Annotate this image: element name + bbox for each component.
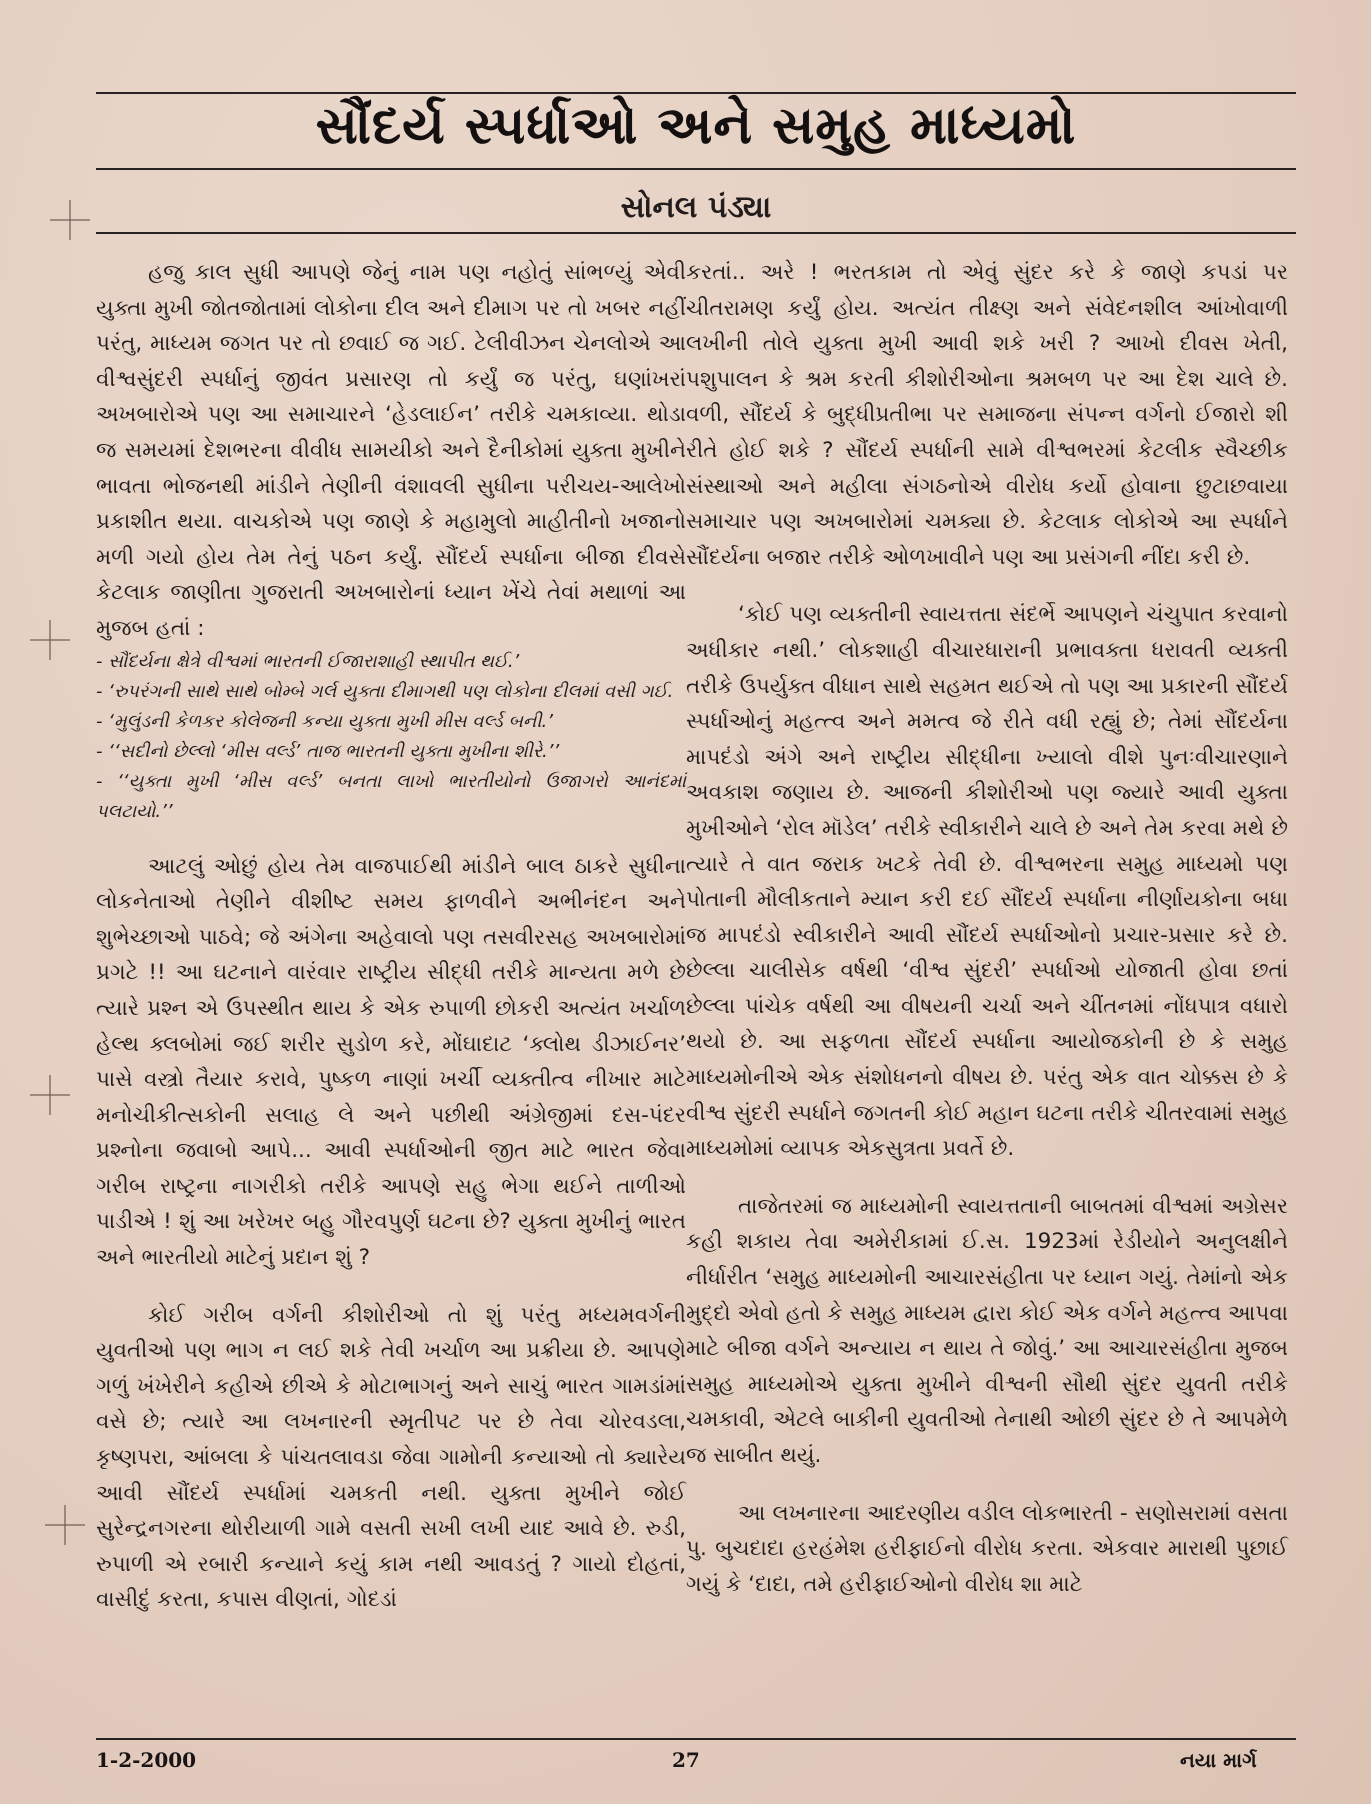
article-author: સોનલ પંડ્યા bbox=[620, 190, 772, 225]
left-column bbox=[96, 255, 686, 1618]
staple-hole-mark bbox=[30, 620, 70, 660]
paragraph: હજુ કાલ સુધી આપણે જેનું નામ પણ નહોતું સાંભળ્યું એવી યુક્તા મુખી જોતજોતામાં લોકોના દીલ અને દીમાગ પર તો ખબર નહીં પરંતુ, માધ્યમ જગત પર તો છવાઈ જ ગઈ. ટેલીવીઝન ચેનલોએ આ વીશ્વસુંદરી સ્પર્ધાનું જીવંત પ્રસારણ તો કર્યું જ પરંતુ, ઘણાંખરાં અખબારોએ પણ આ સમાચારને ‘હેડલાઈન’ તરીકે ચમકાવ્યા. થોડા જ સમયમાં દેશભરના વીવીધ સામયીકો અને દૈનીકોમાં યુક્તા મુખીને ભાવતા ભોજનથી માંડીને તેણીની વંશાવલી સુધીના પરીચય-આલેખો પ્રકાશીત થયા. વાચકોએ પણ જાણે કે મહામુલો માહીતીનો ખજાનો મળી ગયો હોય તેમ તેનું પઠન કર્યું. સૌંદર્ય સ્પર્ધાના બીજા દીવસે કેટલાક જાણીતા ગુજરાતી અખબારોનાં ધ્યાન ખેંચે તેવાં મથાળાં આ મુજબ હતાં : bbox=[96, 260, 686, 641]
paragraph: આટલું ઓછું હોય તેમ વાજપાઈથી માંડીને બાલ ઠાકરે સુધીના લોકનેતાઓ તેણીને વીશીષ્ટ સમય ફાળવીને અભીનંદન અને શુભેચ્છાઓ પાઠવે; જે અંગેના અહેવાલો પણ તસવીરસહ અખબારોમાં પ્રગટે !! આ ઘટનાને વારંવાર રાષ્ટ્રીય સીદ્ધી તરીકે માન્યતા મળે છે ત્યારે પ્રશ્ન એ ઉપસ્થીત થાય કે એક રુપાળી છોકરી અત્યંત ખર્ચાળ હેલ્થ ક્લબોમાં જઈ શરીર સુડોળ કરે, મોંઘાદાટ ‘ક્લોથ ડીઝાઈનર’ પાસે વસ્ત્રો તૈયાર કરાવે, પુષ્કળ નાણાં ખર્ચી વ્યક્તીત્વ નીખાર માટે મનોચીકીત્સકોની સલાહ લે અને પછીથી અંગ્રેજીમાં દસ-પંદર પ્રશ્નોના જવાબો આપે... આવી સ્પર્ધાઓની જીત માટે ભારત જેવા ગરીબ રાષ્ટ્રના નાગરીકો તરીકે આપણે સહુ ભેગા થઈને તાળીઓ પાડીએ ! શું આ ખરેખર બહુ ગૌરવપુર્ણ ઘટના છે? યુક્તા મુખીનું ભારત અને ભારતીયો માટેનું પ્રદાન શું ? bbox=[96, 853, 686, 1271]
headline-quote: - ‘રુપરંગની સાથે સાથે બોમ્બે ગર્લ યુક્તા દીમાગથી પણ લોકોના દીલમાં વસી ગઈ. bbox=[96, 680, 674, 702]
footer-page-number: 27 bbox=[672, 1748, 700, 1772]
paragraph: કોઈ ગરીબ વર્ગની કીશોરીઓ તો શું પરંતુ મધ્યમવર્ગની યુવતીઓ પણ ભાગ ન લઈ શકે તેવી ખર્ચાળ આ પ્રક્રીયા છે. આપણે ગળું ખંખેરીને કહીએ છીએ કે મોટાભાગનું અને સાચું ભારત ગામડાંમાં વસે છે; ત્યારે આ લખનારની સ્મૃતીપટ પર છે તેવા ચોરવડલા, કૃષ્ણપરા, આંબલા કે પાંચતલાવડા જેવા ગામોની કન્યાઓ તો ક્યારેય આવી સૌંદર્ય સ્પર્ધામાં ચમકતી નથી. યુક્તા મુખીને જોઈ સુરેન્દ્રનગરના થોરીયાળી ગામે વસતી સખી લખી યાદ આવે છે. રુડી, રુપાળી એ રબારી કન્યાને કયું કામ નથી આવડતું ? ગાયો દોહતાં, વાસીદું કરતા, કપાસ વીણતાં, ગોદડાં bbox=[96, 1302, 686, 1613]
author-underline bbox=[96, 232, 1296, 234]
staple-hole-mark bbox=[30, 1075, 70, 1115]
headline-quote: - ‘‘યુક્તા મુખી ‘મીસ વર્લ્ડ’ બનતા લાખો ભારતીયોનો ઉજાગરો આનંદમાં પલટાયો.’’ bbox=[96, 770, 686, 822]
paragraph: આ લખનારના આદરણીય વડીલ લોકભારતી - સણોસરામાં વસતા પુ. બુચદાદા હરહંમેશ હરીફાઈનો વીરોધ કરતા. એકવાર મારાથી પુછાઈ ગયું કે ‘દાદા, તમે હરીફાઈઓનો વીરોધ શા માટે bbox=[686, 1500, 1288, 1597]
paragraph: ‘કોઈ પણ વ્યક્તીની સ્વાયત્તતા સંદર્ભે આપણને ચંચુપાત કરવાનો અધીકાર નથી.’ લોકશાહી વીચારધારાની પ્રભાવક્તા ધરાવતી વ્યક્તી તરીકે ઉપર્યુક્ત વીધાન સાથે સહમત થઈએ તો પણ આ પ્રકારની સૌંદર્ય સ્પર્ધાઓનું મહત્ત્વ અને મમત્વ જે રીતે વધી રહ્યું છે; તેમાં સૌંદર્યના માપદંડો અંગે અને રાષ્ટ્રીય સીદ્ધીના ખ્યાલો વીશે પુનઃવીચારણાને અવકાશ જણાય છે. આજની કીશોરીઓ પણ જ્યારે આવી યુક્તા મુખીઓને ‘રોલ મૉડેલ’ તરીકે સ્વીકારીને ચાલે છે અને તેમ કરવા મથે છે ત્યારે તે વાત જરાક ખટકે તેવી છે. વીશ્વભરના સમુહ માધ્યમો પણ પોતાની મૌલીકતાને મ્યાન કરી દઈ સૌંદર્ય સ્પર્ધાના નીર્ણાયકોના બધા જ માપદંડો સ્વીકારીને આવી સૌંદર્ય સ્પર્ધાઓનો પ્રચાર-પ્રસાર કરે છે. છેલ્લા ચાલીસેક વર્ષથી ‘વીશ્વ સુંદરી’ સ્પર્ધાઓ યોજાતી હોવા છતાં છેલ્લા પાંચેક વર્ષથી આ વીષયની ચર્ચા અને ચીંતનમાં નોંધપાત્ર વધારો થયો છે. આ સફળતા સૌંદર્ય સ્પર્ધાના આયોજકોની છે કે સમુહ માધ્યમોનીએ એક સંશોધનનો વીષય છે. પરંતુ એક વાત ચોક્કસ છે કે વીશ્વ સુંદરી સ્પર્ધાને જગતની કોઈ મહાન ઘટના તરીકે ચીતરવામાં સમુહ માધ્યમોમાં વ્યાપક એકસુત્રતા પ્રવર્તે છે. bbox=[686, 602, 1288, 1162]
footer-publication: નયા માર્ગ bbox=[1180, 1748, 1257, 1772]
top-rule bbox=[96, 92, 1296, 94]
headline-quote: - ‘મુલુંડની કેળકર કોલેજની કન્યા યુક્તા મુખી મીસ વર્લ્ડ બની.’ bbox=[96, 710, 553, 732]
headline-quote: - સૌંદર્યના ક્ષેત્રે વીશ્વમાં ભારતની ઈજારાશાહી સ્થાપીત થઈ.’ bbox=[96, 650, 520, 672]
paragraph: તાજેતરમાં જ માધ્યમોની સ્વાયત્તતાની બાબતમાં વીશ્વમાં અગ્રેસર કહી શકાય તેવા અમેરીકામાં ઈ.સ. 1923માં રેડીયોને અનુલક્ષીને નીર્ધારીત ‘સમુહ માધ્યમોની આચારસંહીતા પર ધ્યાન ગયું. તેમાંનો એક મુદ્દો એવો હતો કે સમુહ માધ્યમ દ્વારા કોઈ એક વર્ગને મહત્ત્વ આપવા માટે બીજા વર્ગને અન્યાય ન થાય તે જોવું.’ આ આચારસંહીતા મુજબ સમુહ માધ્યમોએ યુક્તા મુખીને વીશ્વની સૌથી સુંદર યુવતી તરીકે ચમકાવી, એટલે બાકીની યુવતીઓ તેનાથી ઓછી સુંદર છે તે આપમેળે જ સાબીત થયું. bbox=[686, 1193, 1288, 1468]
title-underline bbox=[96, 168, 1296, 170]
right-column bbox=[686, 255, 1288, 1602]
footer-date: 1-2-2000 bbox=[96, 1748, 197, 1772]
staple-hole-mark bbox=[45, 1505, 85, 1545]
article-title: સૌંદર્ય સ્પર્ધાઓ અને સમુહ માધ્યમો bbox=[315, 96, 1077, 156]
headline-quote: - ‘‘સદીનો છેલ્લો ‘મીસ વર્લ્ડ’ તાજ ભારતની યુક્તા મુખીના શીરે.’’ bbox=[96, 740, 560, 762]
staple-hole-mark bbox=[50, 200, 90, 240]
footer-rule bbox=[96, 1738, 1296, 1740]
paragraph: કરતાં.. અરે ! ભરતકામ તો એવું સુંદર કરે કે જાણે કપડાં પર ચીતરામણ કર્યું હોય. અત્યંત તીક્ષ્ણ અને સંવેદનશીલ આંખોવાળી લખીની તોલે યુક્તા મુખી આવી શકે ખરી ? આખો દીવસ ખેતી, પશુપાલન કે શ્રમ કરતી કીશોરીઓના શ્રમબળ પર આ દેશ ચાલે છે. વળી, સૌંદર્ય કે બુદ્ધીપ્રતીભા પર સમાજના સંપન્ન વર્ગનો ઈજારો શી રીતે હોઈ શકે ? સૌંદર્ય સ્પર્ધાની સામે વીશ્વભરમાં કેટલીક સ્વૈચ્છીક સંસ્થાઓ અને મહીલા સંગઠનોએ વીરોધ કર્યો હોવાના છુટાછવાયા સમાચાર પણ અખબારોમાં ચમક્યા છે. કેટલાક લોકોએ આ સ્પર્ધાને સૌંદર્યના બજાર તરીકે ઓળખાવીને પણ આ પ્રસંગની નીંદા કરી છે. bbox=[686, 260, 1288, 570]
